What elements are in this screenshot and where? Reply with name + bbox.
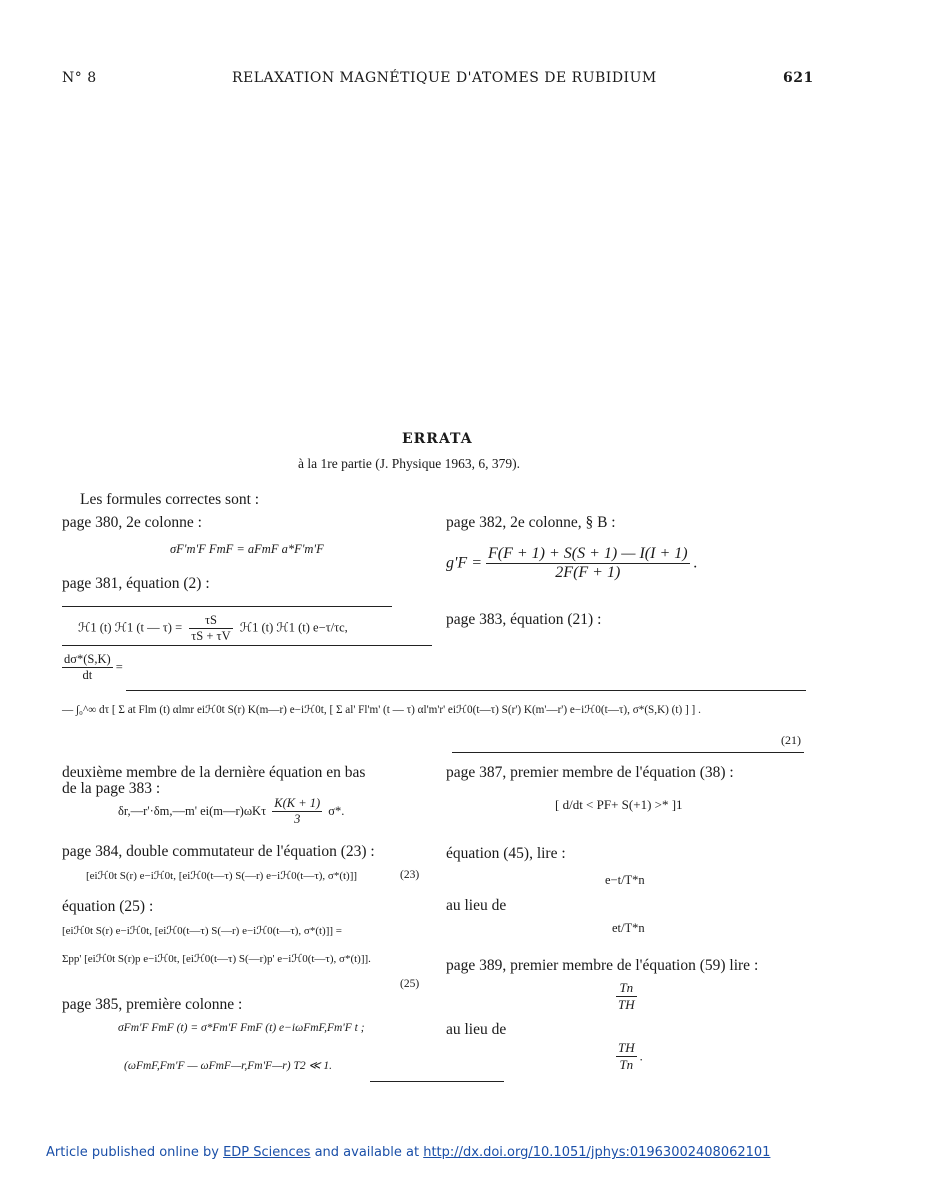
p387-equation: [ d/dt < PF+ S(+1) >* ]1 <box>555 797 683 812</box>
eq21-overline <box>126 690 806 691</box>
doi-link[interactable]: http://dx.doi.org/10.1051/jphys:01963002408062101 <box>423 1145 771 1160</box>
p382-equation <box>446 545 698 582</box>
separator-rule <box>62 645 432 646</box>
eq45-read: e−t/T*n <box>605 873 645 887</box>
eq21-lhs-den: dt <box>82 668 93 682</box>
p389-read-den: TH <box>618 997 635 1012</box>
eq45-instead: et/T*n <box>612 921 645 935</box>
errata-reference: à la 1re partie (J. Physique 1963, 6, 379). <box>298 456 520 471</box>
p380-label: page 380, 2e colonne : <box>62 514 202 531</box>
second-member-num: K(K + 1) <box>274 796 321 810</box>
p382-end: . <box>693 554 698 572</box>
p381-overline <box>62 606 392 607</box>
p384-number: (23) <box>400 869 420 881</box>
eq21-equals: = <box>115 660 123 674</box>
p385-label: page 385, première colonne : <box>62 996 243 1013</box>
p389-instead <box>616 1040 643 1073</box>
p382-lhs: g'F = <box>446 554 482 572</box>
p381-frac-den: τS + τV <box>191 629 231 643</box>
issue-number: N° 8 <box>62 70 97 86</box>
eq25-number: (25) <box>400 978 420 990</box>
p382-num: F(F + 1) + S(S + 1) — I(I + 1) <box>488 545 688 562</box>
instead-of-1: au lieu de <box>446 897 507 914</box>
footer-prefix: Article published online by <box>46 1145 219 1160</box>
p385-equation-2: (ωFmF,Fm'F — ωFmF—r,Fm'F—r) T2 ≪ 1. <box>124 1060 333 1072</box>
eq21-number: (21) <box>781 733 801 747</box>
second-member-a: δr,—r'·δm,—m' ei(m—r)ωKτ <box>118 804 267 818</box>
publisher-link[interactable]: EDP Sciences <box>223 1145 311 1160</box>
second-member-b: σ*. <box>328 804 345 818</box>
p389-read-fraction <box>616 980 637 1013</box>
p383-label: page 383, équation (21) : <box>446 611 602 628</box>
p389-label: page 389, premier membre de l'équation (59) lire : <box>446 957 759 974</box>
eq21-lhs <box>62 652 123 683</box>
p381-label: page 381, équation (2) : <box>62 575 210 592</box>
second-member-den: 3 <box>294 812 301 826</box>
p381-frac-num: τS <box>189 613 232 629</box>
eq25-label: équation (25) : <box>62 898 154 915</box>
eq21-lhs-fraction <box>62 652 113 683</box>
eq21-underline <box>452 752 804 753</box>
footer <box>46 1145 770 1160</box>
eq21-lhs-num: dσ*(S,K) <box>64 652 111 666</box>
instead-of-2: au lieu de <box>446 1021 507 1038</box>
p381-equation <box>78 613 348 644</box>
p389-instead-end: . <box>639 1048 644 1064</box>
p389-instead-num: TH <box>618 1040 635 1055</box>
eq25-line-2: Σpp' [eiℋ0t S(r)p e−iℋ0t, [eiℋ0(t—τ) S(—r)p' e−iℋ0(t—τ), σ*(t)]]. <box>62 953 371 965</box>
p384-equation: [eiℋ0t S(r) e−iℋ0t, [eiℋ0(t—τ) S(—r) e−iℋ0(t—τ), σ*(t)]] <box>86 870 358 882</box>
p381-fraction <box>189 613 232 644</box>
p380-equation: σF'm'F FmF = aFmF a*F'm'F <box>170 542 324 556</box>
p385-equation-1: σFm'F FmF (t) = σ*Fm'F FmF (t) e−iωFmF,Fm'F t ; <box>118 1022 365 1034</box>
page-number: 621 <box>783 70 814 86</box>
errata-title: ERRATA <box>402 431 473 447</box>
p387-label: page 387, premier membre de l'équation (38) : <box>446 764 734 781</box>
p381-rhs: ℋ1 (t) ℋ1 (t) e−τ/τc, <box>239 620 348 635</box>
p382-den: 2F(F + 1) <box>555 564 621 581</box>
errata-intro: Les formules correctes sont : <box>80 491 260 508</box>
second-member-equation <box>118 796 344 827</box>
second-member-fraction <box>272 796 322 827</box>
second-member-label-1: deuxième membre de la dernière équation en bas <box>62 764 366 781</box>
footer-middle: and available at <box>314 1145 420 1160</box>
eq21-body: — ∫₀^∞ dτ [ Σ at Flm (t) αlmr eiℋ0t S(r) K(m—r) e−iℋ0t, [ Σ al' Fl'm' (t — τ) αl'm'r' eiℋ0(t—τ) S(r') K(m'—r') e−iℋ0(t—τ), σ*(S,K) (t) ] ] . <box>62 704 701 716</box>
end-rule <box>370 1081 504 1082</box>
running-title: RELAXATION MAGNÉTIQUE D'ATOMES DE RUBIDIUM <box>232 70 657 86</box>
p389-read-num: Tn <box>616 980 637 997</box>
p382-label: page 382, 2e colonne, § B : <box>446 514 616 531</box>
p389-instead-den: Tn <box>619 1057 634 1072</box>
p389-instead-fraction <box>616 1040 637 1073</box>
p389-read <box>616 980 637 1013</box>
eq25-line-1: [eiℋ0t S(r) e−iℋ0t, [eiℋ0(t—τ) S(—r) e−iℋ0(t—τ), σ*(t)]] = <box>62 925 342 937</box>
p384-label: page 384, double commutateur de l'équation (23) : <box>62 843 375 860</box>
p382-fraction <box>486 545 690 582</box>
eq45-label: équation (45), lire : <box>446 845 566 862</box>
second-member-label-2: de la page 383 : <box>62 780 161 797</box>
p381-lhs: ℋ1 (t) ℋ1 (t — τ) = <box>78 620 183 635</box>
